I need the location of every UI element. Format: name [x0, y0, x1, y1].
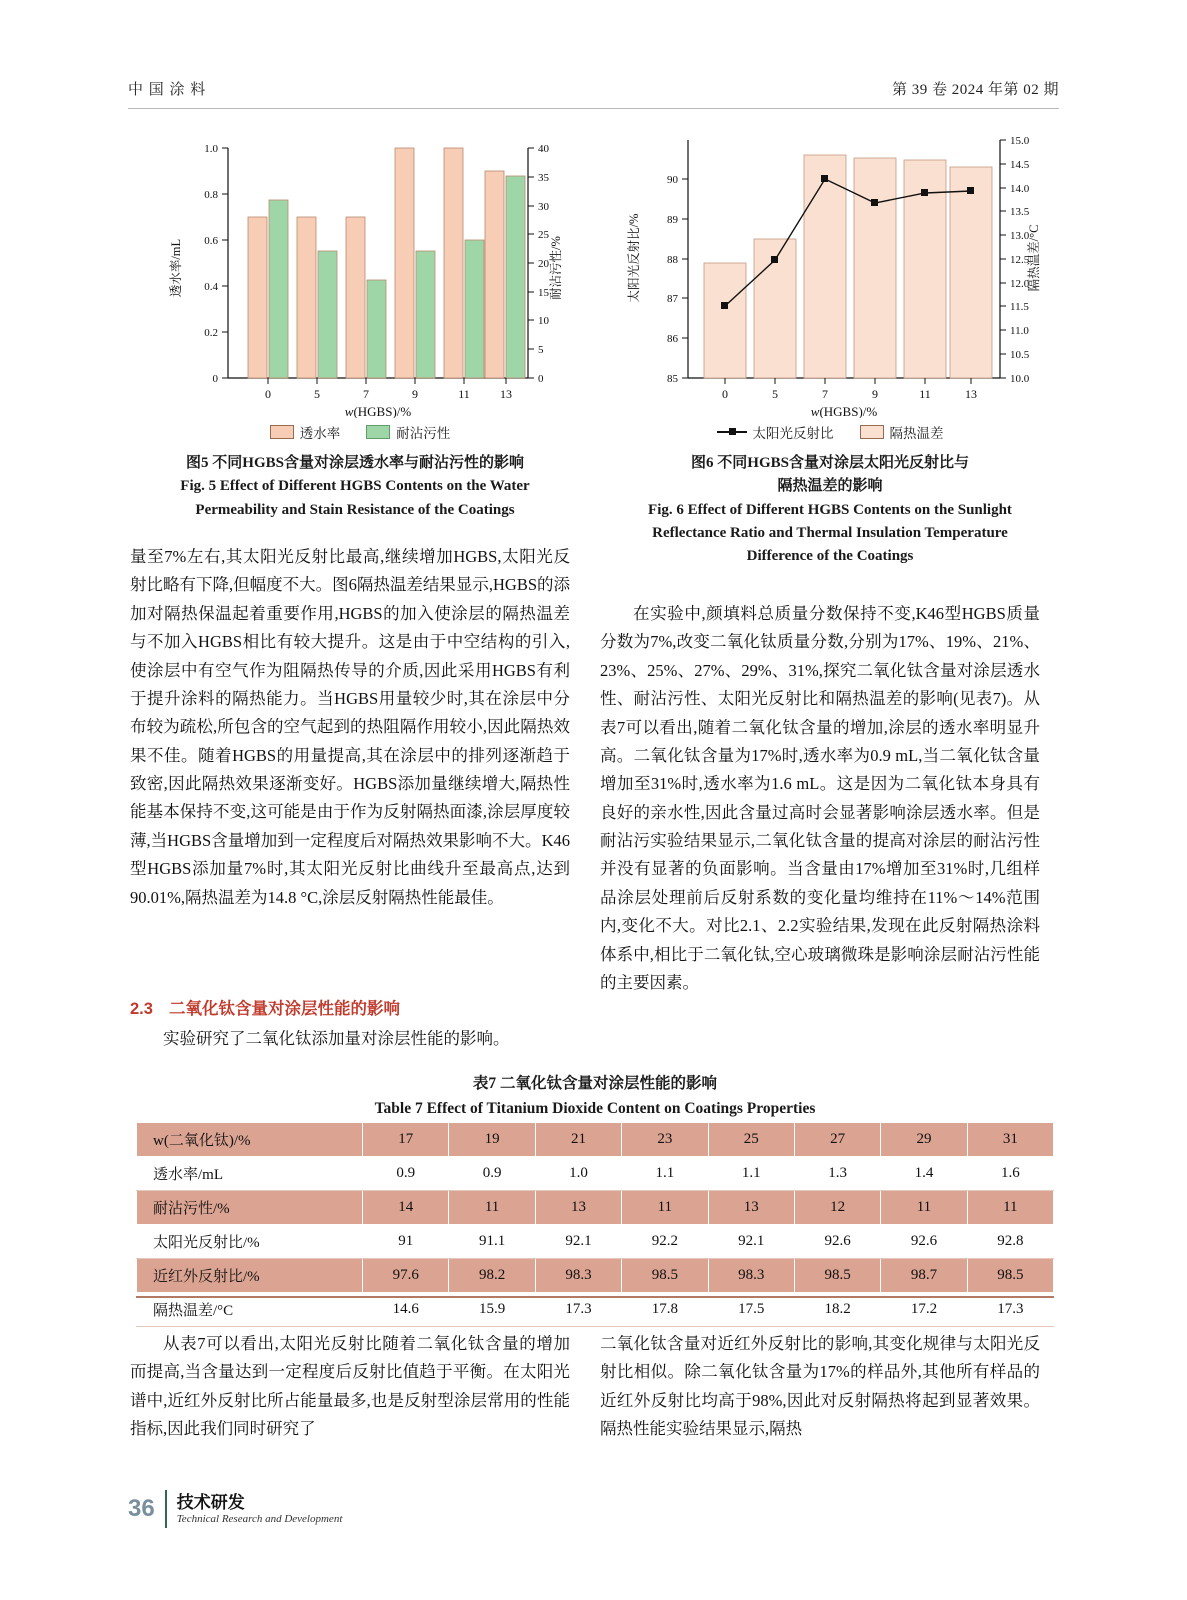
svg-text:15.0: 15.0	[1010, 135, 1030, 147]
svg-text:86: 86	[667, 333, 678, 345]
header-divider	[128, 108, 1059, 109]
cell: 17.8	[622, 1293, 708, 1327]
cell: 92.2	[622, 1225, 708, 1259]
issue-info: 第 39 卷 2024 年第 02 期	[891, 82, 1059, 98]
legend-line-icon	[717, 431, 747, 433]
cell: 92.1	[708, 1225, 794, 1259]
cell: 17	[363, 1123, 449, 1157]
cell: 17.5	[708, 1293, 794, 1327]
page-footer	[128, 1490, 342, 1528]
svg-text:40: 40	[538, 143, 549, 155]
figure-6-legend	[610, 422, 1050, 442]
section-heading-2-3	[130, 995, 570, 1019]
body-left-column-2	[130, 1025, 570, 1053]
legend-label: 隔热温差	[889, 426, 944, 441]
cell: 13	[535, 1191, 621, 1225]
cell: 98.5	[794, 1259, 880, 1293]
footer-section-cn: 技术研发	[176, 1493, 245, 1513]
footer-section-en: Technical Research and Development	[176, 1512, 343, 1525]
cell: 23	[622, 1123, 708, 1157]
body-left-column-3	[130, 1330, 570, 1444]
paragraph: 二氧化钛含量对近红外反射比的影响,其变化规律与太阳光反射比相似。除二氧化钛含量为17%的样品外,其他所有样品的近红外反射比均高于98%,因此对反射隔热将起到显著效果。隔热性能实验结果显示,隔热	[600, 1334, 1040, 1439]
svg-text:85: 85	[667, 373, 678, 385]
cell: 91.1	[449, 1225, 535, 1259]
cell: 14.6	[363, 1293, 449, 1327]
svg-text:12.0: 12.0	[1010, 278, 1030, 290]
svg-text:透水率/mL: 透水率/mL	[169, 238, 183, 298]
svg-text:14.0: 14.0	[1010, 183, 1030, 195]
figure-6-caption-en-2: Reflectance Ratio and Thermal Insulation Temperature	[652, 524, 1008, 541]
svg-text:89: 89	[667, 214, 678, 226]
svg-text:隔热温差/°C: 隔热温差/°C	[1027, 224, 1041, 292]
cell: 25	[708, 1123, 794, 1157]
cell: 18.2	[794, 1293, 880, 1327]
table-7-title	[130, 1072, 1060, 1122]
figure-6-caption-en-3: Difference of the Coatings	[746, 548, 914, 564]
figure-6	[610, 128, 1050, 448]
legend-item-insulation-temp-diff	[860, 422, 944, 442]
row-label: 太阳光反射比/%	[137, 1225, 363, 1259]
svg-text:5: 5	[772, 387, 778, 401]
figure-6-caption-cn-2: 隔热温差的影响	[777, 478, 883, 495]
cell: 13	[708, 1191, 794, 1225]
svg-text:13: 13	[965, 387, 977, 401]
svg-text:13: 13	[500, 387, 512, 401]
cell: 92.1	[535, 1225, 621, 1259]
cell: 1.0	[535, 1157, 621, 1191]
cell: 91	[363, 1225, 449, 1259]
cell: 92.6	[881, 1225, 967, 1259]
figure-6-caption-cn-1: 图6 不同HGBS含量对涂层太阳光反射比与	[691, 455, 969, 471]
svg-text:1.0: 1.0	[204, 143, 218, 155]
figure-5-caption-cn: 图5 不同HGBS含量对涂层透水率与耐沾污性的影响	[186, 455, 524, 471]
svg-text:88: 88	[667, 254, 678, 266]
table-7-title-cn: 表7 二氧化钛含量对涂层性能的影响	[472, 1075, 718, 1092]
cell: 11	[622, 1191, 708, 1225]
paragraph: 实验研究了二氧化钛添加量对涂层性能的影响。	[163, 1029, 510, 1048]
cell: 0.9	[363, 1157, 449, 1191]
svg-text:0: 0	[265, 387, 271, 401]
svg-text:0: 0	[212, 373, 218, 385]
cell: 17.2	[881, 1293, 967, 1327]
cell: 1.1	[708, 1157, 794, 1191]
svg-text:13.0: 13.0	[1010, 230, 1030, 242]
svg-text:耐沾污性/%: 耐沾污性/%	[549, 236, 563, 300]
cell: 1.1	[622, 1157, 708, 1191]
page-header	[128, 78, 1059, 99]
cell: 31	[967, 1123, 1053, 1157]
svg-text:11: 11	[458, 387, 470, 401]
body-left-column-1	[130, 543, 570, 912]
cell: 98.7	[881, 1259, 967, 1293]
cell: 14	[363, 1191, 449, 1225]
svg-text:w(HGBS)/%: w(HGBS)/%	[810, 404, 878, 418]
legend-label: 太阳光反射比	[752, 426, 834, 441]
svg-text:w(HGBS)/%: w(HGBS)/%	[344, 404, 412, 418]
cell: 27	[794, 1123, 880, 1157]
legend-swatch-icon	[860, 425, 884, 439]
footer-divider	[165, 1490, 167, 1528]
svg-text:87: 87	[667, 293, 678, 305]
paragraph: 量至7%左右,其太阳光反射比最高,继续增加HGBS,太阳光反射比略有下降,但幅度不大。图6隔热温差结果显示,HGBS的添加对隔热保温起着重要作用,HGBS的加入使涂层的隔热温差与不加入HGBS相比有较大提升。这是由于中空结构的引入,使涂层中有空气作为阻隔热传导的介质,因此采用HGBS有利于提升涂料的隔热能力。当HGBS用量较少时,其在涂层中分布较为疏松,所包含的空气起到的热阻隔作用较小,因此隔热效果不佳。随着HGBS的用量提高,其在涂层中的排列逐渐趋于致密,因此隔热效果逐渐变好。HGBS添加量继续增大,隔热性能基本保持不变,这可能是由于作为反射隔热面漆,涂层厚度较薄,当HGBS含量增加到一定程度后对隔热效果影响不大。K46型HGBS添加量7%时,其太阳光反射比曲线升至最高点,达到90.01%,隔热温差为14.8 °C,涂层反射隔热性能最佳。	[130, 547, 571, 907]
cell: 98.3	[535, 1259, 621, 1293]
svg-text:13.5: 13.5	[1010, 206, 1030, 218]
svg-text:太阳光反射比/%: 太阳光反射比/%	[627, 213, 641, 303]
figure-6-caption-en-1: Fig. 6 Effect of Different HGBS Contents on the Sunlight	[648, 501, 1012, 518]
table-row	[137, 1225, 1054, 1259]
svg-text:5: 5	[314, 387, 320, 401]
legend-label: 耐沾污性	[396, 426, 451, 441]
table-7-title-en: Table 7 Effect of Titanium Dioxide Content on Coatings Properties	[374, 1099, 816, 1117]
cell: 98.3	[708, 1259, 794, 1293]
svg-text:25: 25	[538, 229, 549, 241]
figure-5-legend	[150, 422, 570, 442]
svg-text:7: 7	[822, 387, 828, 401]
table-row	[137, 1123, 1054, 1157]
page-number: 36	[128, 1495, 155, 1522]
legend-item-sunlight-reflectance	[717, 422, 834, 442]
figure-6-chart	[610, 128, 1050, 418]
row-label: 耐沾污性/%	[137, 1191, 363, 1225]
cell: 98.5	[622, 1259, 708, 1293]
table-row	[137, 1293, 1054, 1327]
svg-text:0.4: 0.4	[204, 281, 218, 293]
svg-text:9: 9	[412, 387, 418, 401]
cell: 97.6	[363, 1259, 449, 1293]
body-right-column-1	[600, 600, 1040, 997]
row-label: 隔热温差/°C	[137, 1293, 363, 1327]
svg-text:0.6: 0.6	[204, 235, 218, 247]
svg-text:10: 10	[538, 315, 549, 327]
legend-swatch-icon	[366, 425, 390, 439]
svg-text:0: 0	[538, 373, 544, 385]
cell: 11	[449, 1191, 535, 1225]
paragraph: 从表7可以看出,太阳光反射比随着二氧化钛含量的增加而提高,当含量达到一定程度后反射比值趋于平衡。在太阳光谱中,近红外反射比所占能量最多,也是反射型涂层常用的性能指标,因此我们同时研究了	[130, 1334, 570, 1439]
figure-5-caption	[130, 452, 580, 522]
svg-text:10.0: 10.0	[1010, 373, 1030, 385]
legend-swatch-icon	[270, 425, 294, 439]
cell: 98.5	[967, 1259, 1053, 1293]
legend-label: 透水率	[299, 426, 341, 441]
svg-text:9: 9	[872, 387, 878, 401]
svg-text:30: 30	[538, 201, 549, 213]
figure-6-caption	[600, 452, 1060, 568]
row-label: 透水率/mL	[137, 1157, 363, 1191]
cell: 11	[881, 1191, 967, 1225]
figure-5-caption-en-2: Permeability and Stain Resistance of the Coatings	[195, 501, 515, 518]
cell: 11	[967, 1191, 1053, 1225]
cell: 92.6	[794, 1225, 880, 1259]
table-row	[137, 1259, 1054, 1293]
cell: 21	[535, 1123, 621, 1157]
svg-text:15: 15	[538, 287, 549, 299]
svg-text:12.5: 12.5	[1010, 254, 1030, 266]
svg-text:20: 20	[538, 258, 549, 270]
cell: 98.2	[449, 1259, 535, 1293]
svg-text:11: 11	[919, 387, 931, 401]
svg-text:7: 7	[363, 387, 369, 401]
svg-text:5: 5	[538, 344, 544, 356]
cell: 12	[794, 1191, 880, 1225]
body-right-column-3	[600, 1330, 1040, 1444]
cell: 19	[449, 1123, 535, 1157]
journal-name: 中 国 涂 料	[128, 82, 207, 98]
row-label: w(二氧化钛)/%	[137, 1123, 363, 1157]
svg-text:10.5: 10.5	[1010, 349, 1030, 361]
table-row	[137, 1191, 1054, 1225]
cell: 1.3	[794, 1157, 880, 1191]
svg-text:11.5: 11.5	[1010, 301, 1029, 313]
svg-text:0: 0	[722, 387, 728, 401]
table-row	[137, 1157, 1054, 1191]
svg-text:11.0: 11.0	[1010, 325, 1029, 337]
cell: 17.3	[535, 1293, 621, 1327]
cell: 92.8	[967, 1225, 1053, 1259]
legend-item-water-permeability	[270, 422, 341, 442]
row-label: 近红外反射比/%	[137, 1259, 363, 1293]
paragraph: 在实验中,颜填料总质量分数保持不变,K46型HGBS质量分数为7%,改变二氧化钛质量分数,分别为17%、19%、21%、23%、25%、27%、29%、31%,探究二氧化钛含量对涂层透水性、耐沾污性、太阳光反射比和隔热温差的影响(见表7)。从表7可以看出,随着二氧化钛含量的增加,涂层的透水率明显升高。二氧化钛含量为17%时,透水率为0.9 mL,当二氧化钛含量增加至31%时,透水率为1.6 mL。这是因为二氧化钛本身具有良好的亲水性,因此含量过高时会显著影响涂层透水率。但是耐沾污实验结果显示,二氧化钛含量的提高对涂层的耐沾污性并没有显著的负面影响。当含量由17%增加至31%时,几组样品涂层处理前后反射系数的变化量均维持在11%～14%范围内,变化不大。对比2.1、2.2实验结果,发现在此反射隔热涂料体系中,相比于二氧化钛,空心玻璃微珠是影响涂层耐沾污性能的主要因素。	[600, 604, 1040, 992]
section-title: 二氧化钛含量对涂层性能的影响	[168, 1000, 400, 1018]
cell: 1.6	[967, 1157, 1053, 1191]
cell: 1.4	[881, 1157, 967, 1191]
svg-text:35: 35	[538, 172, 549, 184]
figure-5-caption-en-1: Fig. 5 Effect of Different HGBS Contents on the Water	[180, 478, 530, 495]
legend-item-stain-resistance	[366, 422, 450, 442]
cell: 0.9	[449, 1157, 535, 1191]
cell: 17.3	[967, 1293, 1053, 1327]
cell: 29	[881, 1123, 967, 1157]
figure-5	[150, 128, 570, 448]
svg-text:90: 90	[667, 174, 678, 186]
section-number: 2.3	[130, 1000, 153, 1018]
figure-5-chart	[150, 128, 570, 418]
svg-text:0.2: 0.2	[204, 327, 218, 339]
cell: 15.9	[449, 1293, 535, 1327]
svg-text:0.8: 0.8	[204, 189, 218, 201]
svg-text:14.5: 14.5	[1010, 159, 1030, 171]
table-bottom-rule	[136, 1296, 1054, 1298]
